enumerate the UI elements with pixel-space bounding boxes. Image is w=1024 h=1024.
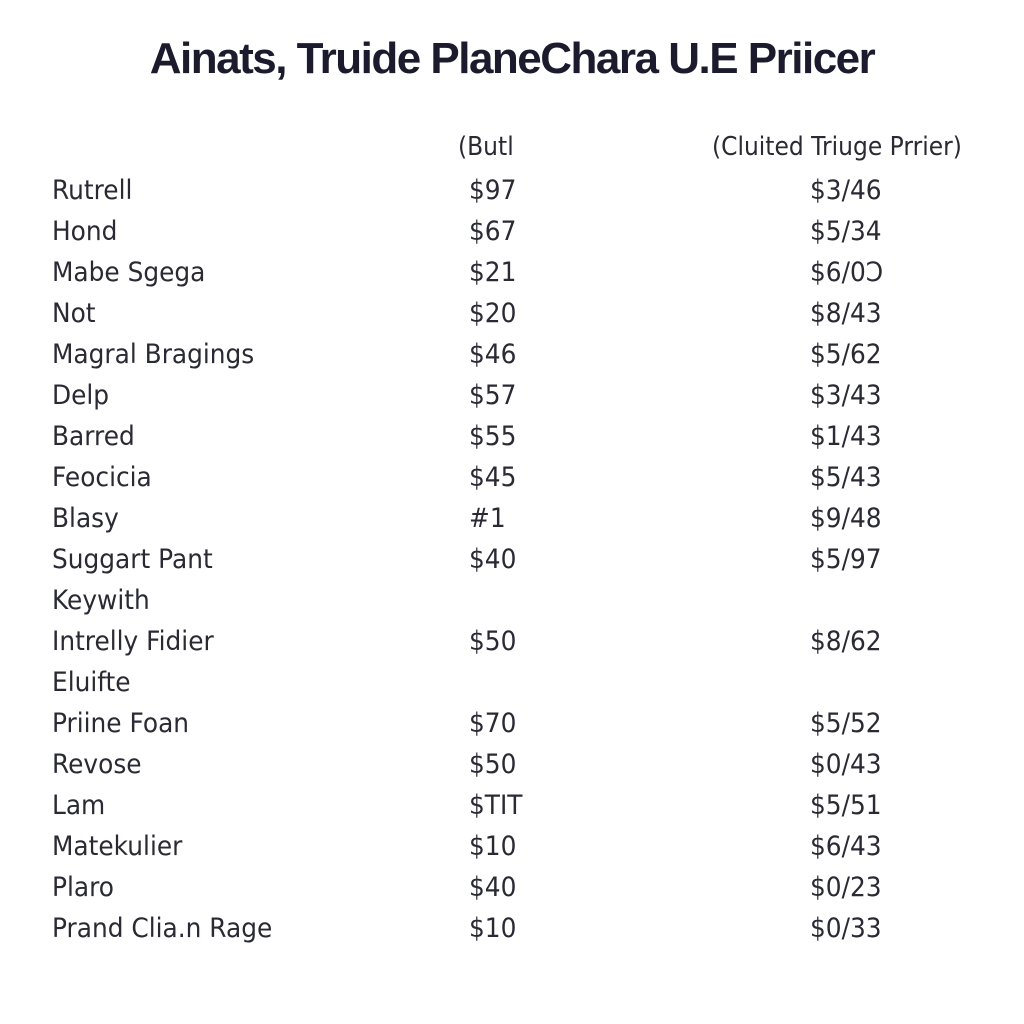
row-name: Feocicia: [52, 462, 152, 493]
table-row: [0, 211, 1024, 252]
row-name: Hond: [52, 216, 118, 247]
row-name: Rutrell: [52, 175, 133, 206]
row-value-2: $1/43: [810, 421, 882, 452]
row-value-2: $6/0Ͻ: [810, 257, 884, 288]
row-value-1: $20: [469, 298, 517, 329]
row-name: Suggart Pant: [52, 544, 213, 575]
row-value-1: $50: [469, 749, 517, 780]
row-value-1: $46: [469, 339, 517, 370]
row-value-2: $3/43: [810, 380, 882, 411]
row-value-2: $0/33: [810, 913, 882, 944]
table-row: [0, 170, 1024, 211]
table-row: [0, 703, 1024, 744]
row-value-2: $5/51: [810, 790, 882, 821]
price-list: [0, 170, 1024, 949]
table-row: [0, 621, 1024, 662]
row-value-2: $5/62: [810, 339, 882, 370]
row-name: Lam: [52, 790, 106, 821]
table-row: [0, 785, 1024, 826]
row-value-2: $8/43: [810, 298, 882, 329]
row-name: Blasy: [52, 503, 119, 534]
table-row: [0, 826, 1024, 867]
row-name: Intrelly Fidier: [52, 626, 214, 657]
row-name: Priine Foan: [52, 708, 190, 739]
row-name: Delp: [52, 380, 110, 411]
row-value-1: $40: [469, 872, 517, 903]
row-name: Keywith: [52, 585, 150, 616]
table-row: [0, 867, 1024, 908]
row-value-2: $6/43: [810, 831, 882, 862]
row-value-1: $10: [469, 831, 517, 862]
row-name: Magral Bragings: [52, 339, 255, 370]
row-name: Mabe Sgega: [52, 257, 206, 288]
row-value-1: $97: [469, 175, 517, 206]
table-row: [0, 416, 1024, 457]
table-row: [0, 908, 1024, 949]
table-row: [0, 334, 1024, 375]
row-value-1: $70: [469, 708, 517, 739]
row-value-2: $8/62: [810, 626, 882, 657]
row-value-2: $5/52: [810, 708, 882, 739]
row-name: Eluifte: [52, 667, 131, 698]
row-value-1: #1: [469, 503, 506, 534]
row-value-2: $0/43: [810, 749, 882, 780]
table-row: [0, 252, 1024, 293]
row-value-2: $3/46: [810, 175, 882, 206]
table-row: [0, 498, 1024, 539]
row-value-1: $50: [469, 626, 517, 657]
row-name: Not: [52, 298, 96, 329]
table-row: [0, 457, 1024, 498]
table-row: [0, 662, 1024, 703]
table-row: [0, 375, 1024, 416]
row-value-1: $57: [469, 380, 517, 411]
row-value-2: $0/23: [810, 872, 882, 903]
row-value-2: $9/48: [810, 503, 882, 534]
column-header-price: (Cluited Triuge Prrier): [712, 132, 962, 162]
row-value-2: $5/97: [810, 544, 882, 575]
page-title: Ainats, Truide PlaneChara U.E Priicer: [149, 34, 875, 83]
row-name: Plaro: [52, 872, 114, 903]
row-value-1: $TIT: [469, 790, 523, 821]
row-name: Barred: [52, 421, 135, 452]
table-row: [0, 539, 1024, 580]
row-value-2: $5/43: [810, 462, 882, 493]
table-row: [0, 580, 1024, 621]
row-value-1: $67: [469, 216, 517, 247]
table-row: [0, 293, 1024, 334]
column-header-butl: (Butl: [458, 132, 514, 162]
row-value-2: $5/34: [810, 216, 882, 247]
row-value-1: $21: [469, 257, 517, 288]
row-value-1: $10: [469, 913, 517, 944]
row-name: Matekulier: [52, 831, 183, 862]
row-name: Revose: [52, 749, 142, 780]
row-value-1: $40: [469, 544, 517, 575]
row-value-1: $55: [469, 421, 517, 452]
row-name: Prand Clia.n Rage: [52, 913, 273, 944]
row-value-1: $45: [469, 462, 517, 493]
table-row: [0, 744, 1024, 785]
